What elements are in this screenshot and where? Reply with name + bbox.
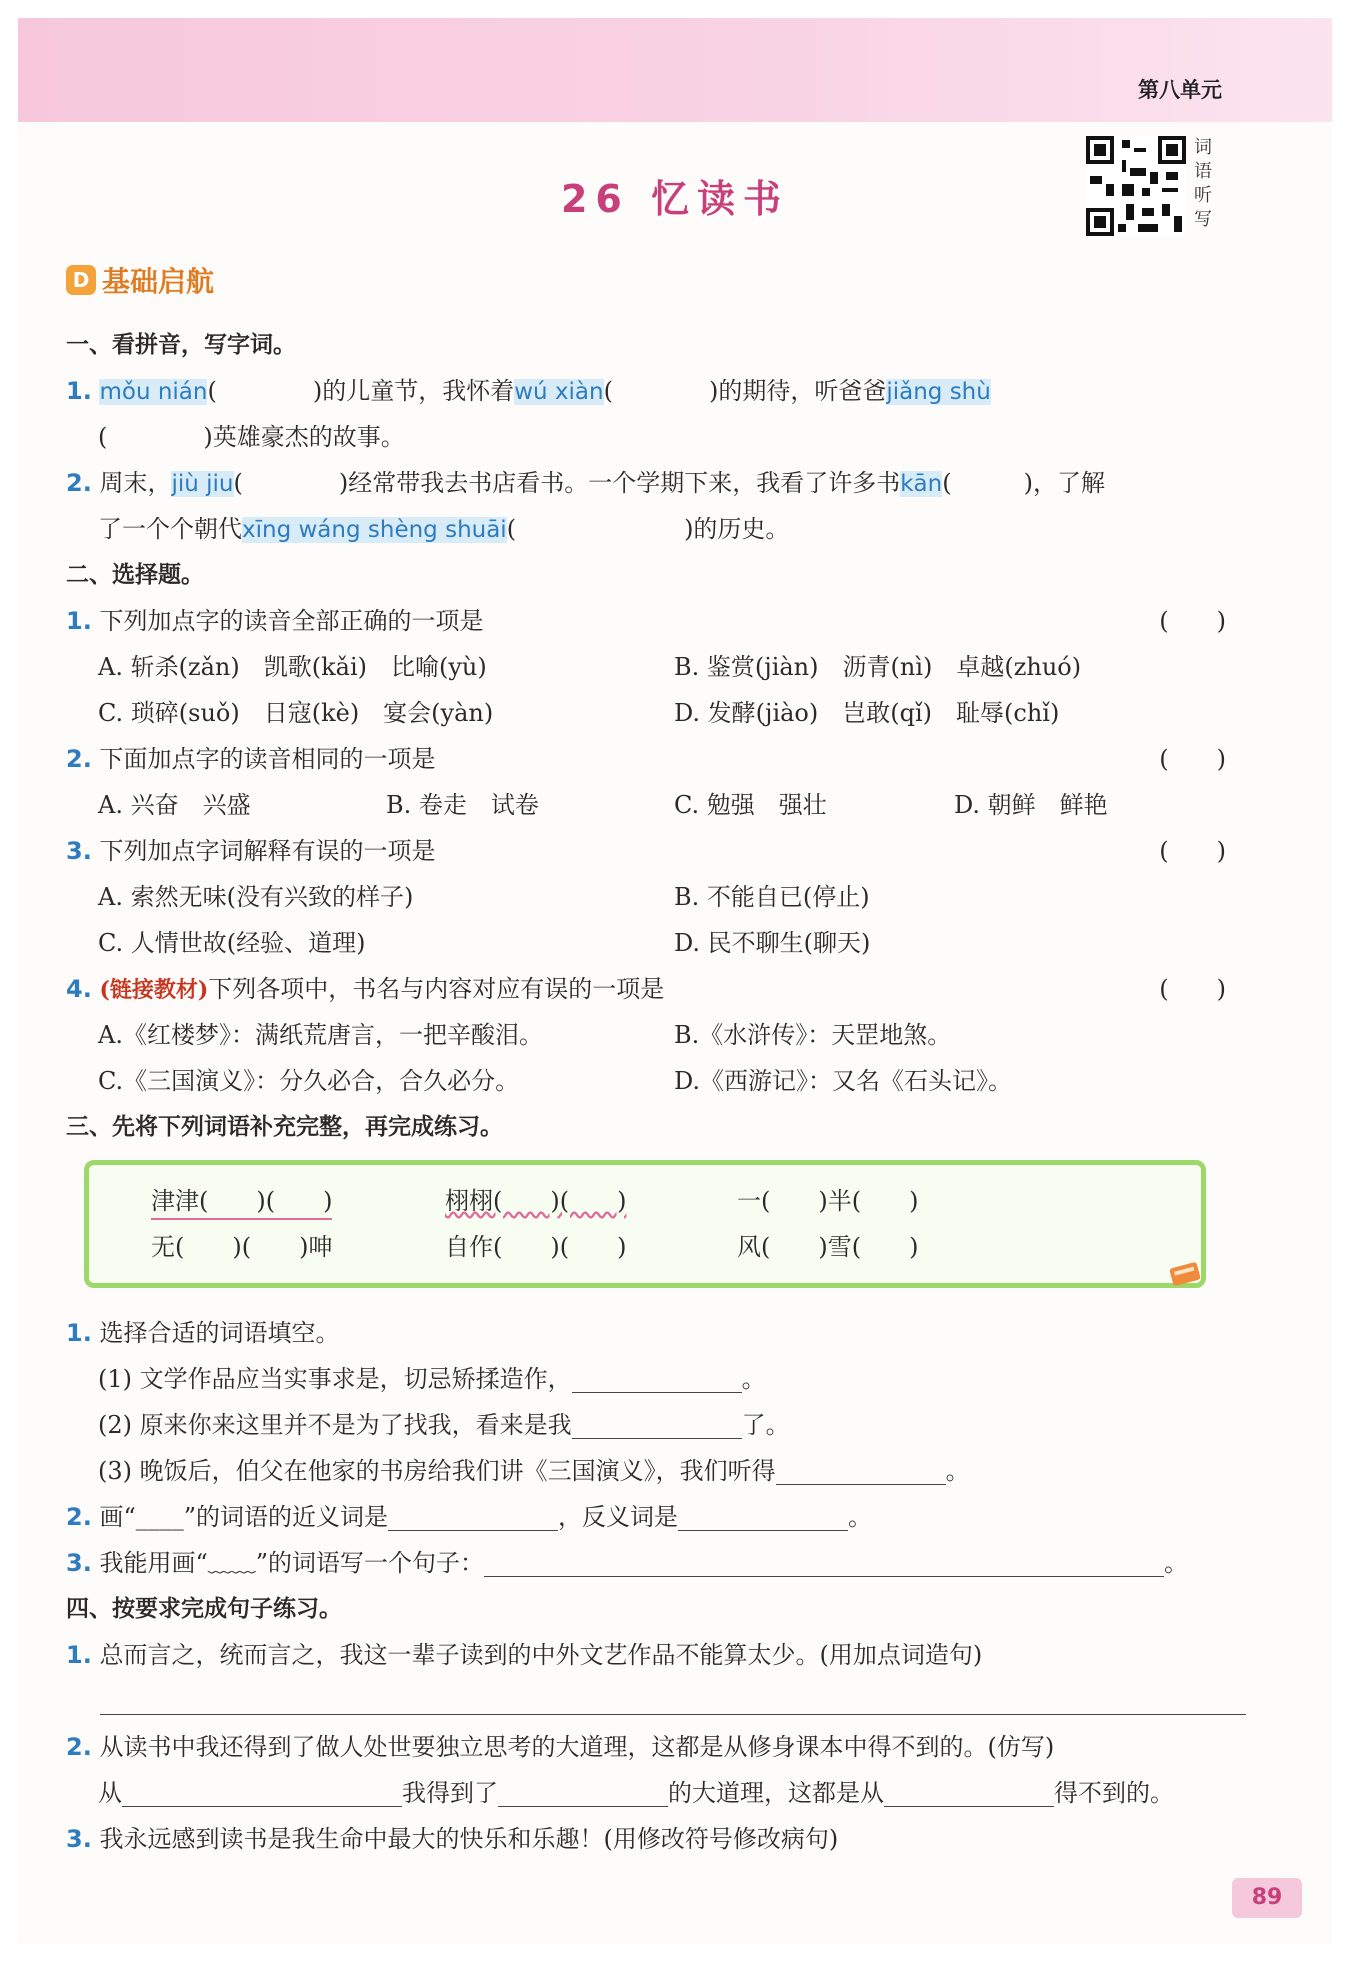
pinyin: kān (900, 471, 943, 497)
option-a[interactable]: A. 斩杀(zǎn) 凯歌(kǎi) 比喻(yù) (98, 653, 487, 681)
fill-text: 我得到了 (402, 1779, 498, 1807)
q-text[interactable]: ( )的历史。 (506, 515, 790, 543)
q-stem: 总而言之，统而言之，我这一辈子读到的中外文艺作品不能算太少。(用加点词造句) (99, 1641, 983, 1669)
answer-blank[interactable] (776, 1454, 946, 1485)
q-num: 1. (66, 377, 92, 405)
answer-line-row (66, 1678, 1246, 1724)
option-row (66, 644, 1246, 690)
part1-q2-cont (66, 506, 1246, 552)
q-text: ，反义词是 (558, 1503, 679, 1531)
option-d[interactable]: D.《西游记》：又名《石头记》。 (674, 1067, 1013, 1095)
part2-q1 (66, 598, 1246, 644)
q-stem: 下面加点字的读音相同的一项是 (99, 745, 436, 773)
option-row (66, 920, 1246, 966)
q-text[interactable]: ( )，了解 (942, 469, 1105, 497)
part3-title: 三、先将下列词语补充完整，再完成练习。 (66, 1114, 503, 1140)
option-a[interactable]: A.《红楼梦》：满纸荒唐言，一把辛酸泪。 (98, 1021, 543, 1049)
q-num: 3. (66, 837, 92, 865)
answer-paren[interactable]: ( ) (1159, 745, 1226, 773)
part1-q1-cont (66, 414, 1246, 460)
q-num: 2. (66, 469, 92, 497)
q-num: 2. (66, 1503, 92, 1531)
q-text: 。 (1164, 1549, 1189, 1577)
q-stem: 下列各项中，书名与内容对应有误的一项是 (208, 975, 665, 1003)
option-b[interactable]: B. 不能自已(停止) (674, 883, 870, 911)
q-text[interactable]: ( )经常带我去书店看书。一个学期下来，我看了许多书 (233, 469, 901, 497)
sentence-end: 。 (741, 1365, 766, 1393)
option-d[interactable]: D. 朝鲜 鲜艳 (954, 791, 1108, 819)
q-num: 2. (66, 745, 92, 773)
option-row (66, 782, 1246, 828)
part3-q3 (66, 1540, 1246, 1586)
q-stem: 我永远感到读书是我生命中最大的快乐和乐趣！(用修改符号修改病句) (99, 1825, 839, 1853)
pinyin: jiǎng shù (886, 379, 991, 405)
option-a[interactable]: A. 兴奋 兴盛 (98, 791, 251, 819)
q-text[interactable]: ( )的期待，听爸爸 (603, 377, 887, 405)
word-item[interactable]: 风( )雪( ) (737, 1233, 919, 1261)
option-d[interactable]: D. 发酵(jiào) 岂敢(qǐ) 耻辱(chǐ) (674, 699, 1060, 727)
fill-sentence (66, 1356, 1246, 1402)
sentence-text: (1) 文学作品应当实事求是，切忌矫揉造作， (98, 1365, 572, 1393)
answer-paren[interactable]: ( ) (1159, 975, 1226, 1003)
option-b[interactable]: B. 鉴赏(jiàn) 沥青(nì) 卓越(zhuó) (674, 653, 1082, 681)
part1-q1 (66, 368, 1246, 414)
q-num: 3. (66, 1549, 92, 1577)
fill-text: 的大道理，这都是从 (668, 1779, 884, 1807)
part2-q3 (66, 828, 1246, 874)
q-text: 了一个个朝代 (98, 515, 242, 543)
q-stem: 选择合适的词语填空。 (99, 1319, 340, 1347)
part1-title: 一、看拼音，写字词。 (66, 332, 296, 358)
unit-label: 第八单元 (1138, 78, 1222, 102)
q-stem: 下列加点字词解释有误的一项是 (99, 837, 436, 865)
answer-blank[interactable] (484, 1546, 1164, 1577)
q-stem: 下列加点字的读音全部正确的一项是 (99, 607, 484, 635)
lesson-title: 26 忆读书 (560, 177, 790, 221)
pinyin: xīng wáng shèng shuāi (242, 517, 507, 543)
option-row (66, 690, 1246, 736)
q-text[interactable]: ( )的儿童节，我怀着 (207, 377, 515, 405)
pinyin: jiù jiu (171, 471, 234, 497)
q-num: 1. (66, 1319, 92, 1347)
q-num: 1. (66, 607, 92, 635)
q-text[interactable]: ( )英雄豪杰的故事。 (98, 423, 405, 451)
part2-title: 二、选择题。 (66, 562, 204, 588)
q-num: 1. (66, 1641, 92, 1669)
q-num: 3. (66, 1825, 92, 1853)
part4-q3 (66, 1816, 1246, 1862)
q-text: 我能用画“﹏﹏”的词语写一个句子： (99, 1549, 485, 1577)
option-b[interactable]: B. 卷走 试卷 (386, 791, 539, 819)
option-row (66, 1012, 1246, 1058)
q-stem: 从读书中我还得到了做人处世要独立思考的大道理，这都是从修身课本中得不到的。(仿写) (99, 1733, 1055, 1761)
header-band (18, 18, 1332, 122)
fill-text: 从 (98, 1779, 122, 1807)
answer-blank[interactable] (122, 1776, 402, 1807)
answer-blank[interactable] (572, 1408, 742, 1439)
fill-sentence (66, 1402, 1246, 1448)
option-b[interactable]: B.《水浒传》：天罡地煞。 (674, 1021, 952, 1049)
answer-blank[interactable] (388, 1500, 558, 1531)
word-item[interactable]: 自作( )( ) (445, 1233, 627, 1261)
q-text: 周末， (99, 469, 172, 497)
option-d[interactable]: D. 民不聊生(聊天) (674, 929, 871, 957)
link-textbook-tag: (链接教材) (99, 977, 209, 1003)
section-tag (66, 260, 214, 300)
option-c[interactable]: C. 勉强 强壮 (674, 791, 827, 819)
part4-q2 (66, 1724, 1246, 1770)
q-num: 2. (66, 1733, 92, 1761)
answer-blank[interactable] (884, 1776, 1054, 1807)
page-number: 89 (1232, 1878, 1302, 1918)
book-icon (1167, 1259, 1207, 1289)
word-item[interactable]: 津津( )( ) (151, 1181, 332, 1220)
sentence-text: (3) 晚饭后，伯父在他家的书房给我们讲《三国演义》，我们听得 (98, 1457, 776, 1485)
sentence-end: 了。 (741, 1411, 790, 1439)
word-item[interactable]: 栩栩( )( ) (445, 1187, 627, 1215)
sentence-end: 。 (945, 1457, 970, 1485)
answer-blank[interactable] (678, 1500, 848, 1531)
q-text: 。 (848, 1503, 873, 1531)
pinyin: mǒu nián (99, 379, 208, 405)
option-c[interactable]: C. 人情世故(经验、道理) (98, 929, 366, 957)
option-row (66, 874, 1246, 920)
workbook-page (18, 18, 1332, 1944)
imitate-row (66, 1770, 1246, 1816)
part3-q1 (66, 1310, 1246, 1356)
answer-blank[interactable] (572, 1362, 742, 1393)
answer-paren[interactable]: ( ) (1159, 837, 1226, 865)
answer-paren[interactable]: ( ) (1159, 607, 1226, 635)
q-num: 4. (66, 975, 92, 1003)
qr-label: 词语听写 (1194, 137, 1212, 230)
part1-q2 (66, 460, 1246, 506)
part4-title: 四、按要求完成句子练习。 (66, 1596, 342, 1622)
part4-q1 (66, 1632, 1246, 1678)
answer-blank[interactable] (498, 1776, 668, 1807)
option-a[interactable]: A. 索然无味(没有兴致的样子) (98, 883, 414, 911)
word-item[interactable]: 一( )半( ) (737, 1187, 919, 1215)
part2-q4 (66, 966, 1246, 1012)
section-tag-text: 基础启航 (102, 265, 215, 298)
word-box (84, 1160, 1206, 1288)
qr-code-icon[interactable] (1086, 136, 1186, 236)
anchor-icon: D (66, 265, 96, 295)
part2-q2 (66, 736, 1246, 782)
word-item[interactable]: 无( )( )呻 (151, 1233, 333, 1261)
fill-text: 得不到的。 (1054, 1779, 1174, 1807)
exercise-content (66, 322, 1246, 1862)
q-text: 画“____”的词语的近义词是 (99, 1503, 389, 1531)
answer-line[interactable] (100, 1714, 1246, 1715)
fill-sentence (66, 1448, 1246, 1494)
option-row (66, 1058, 1246, 1104)
part3-q2 (66, 1494, 1246, 1540)
pinyin: wú xiàn (514, 379, 604, 405)
option-c[interactable]: C. 琐碎(suǒ) 日寇(kè) 宴会(yàn) (98, 699, 494, 727)
option-c[interactable]: C.《三国演义》：分久必合，合久必分。 (98, 1067, 520, 1095)
sentence-text: (2) 原来你来这里并不是为了找我，看来是我 (98, 1411, 572, 1439)
